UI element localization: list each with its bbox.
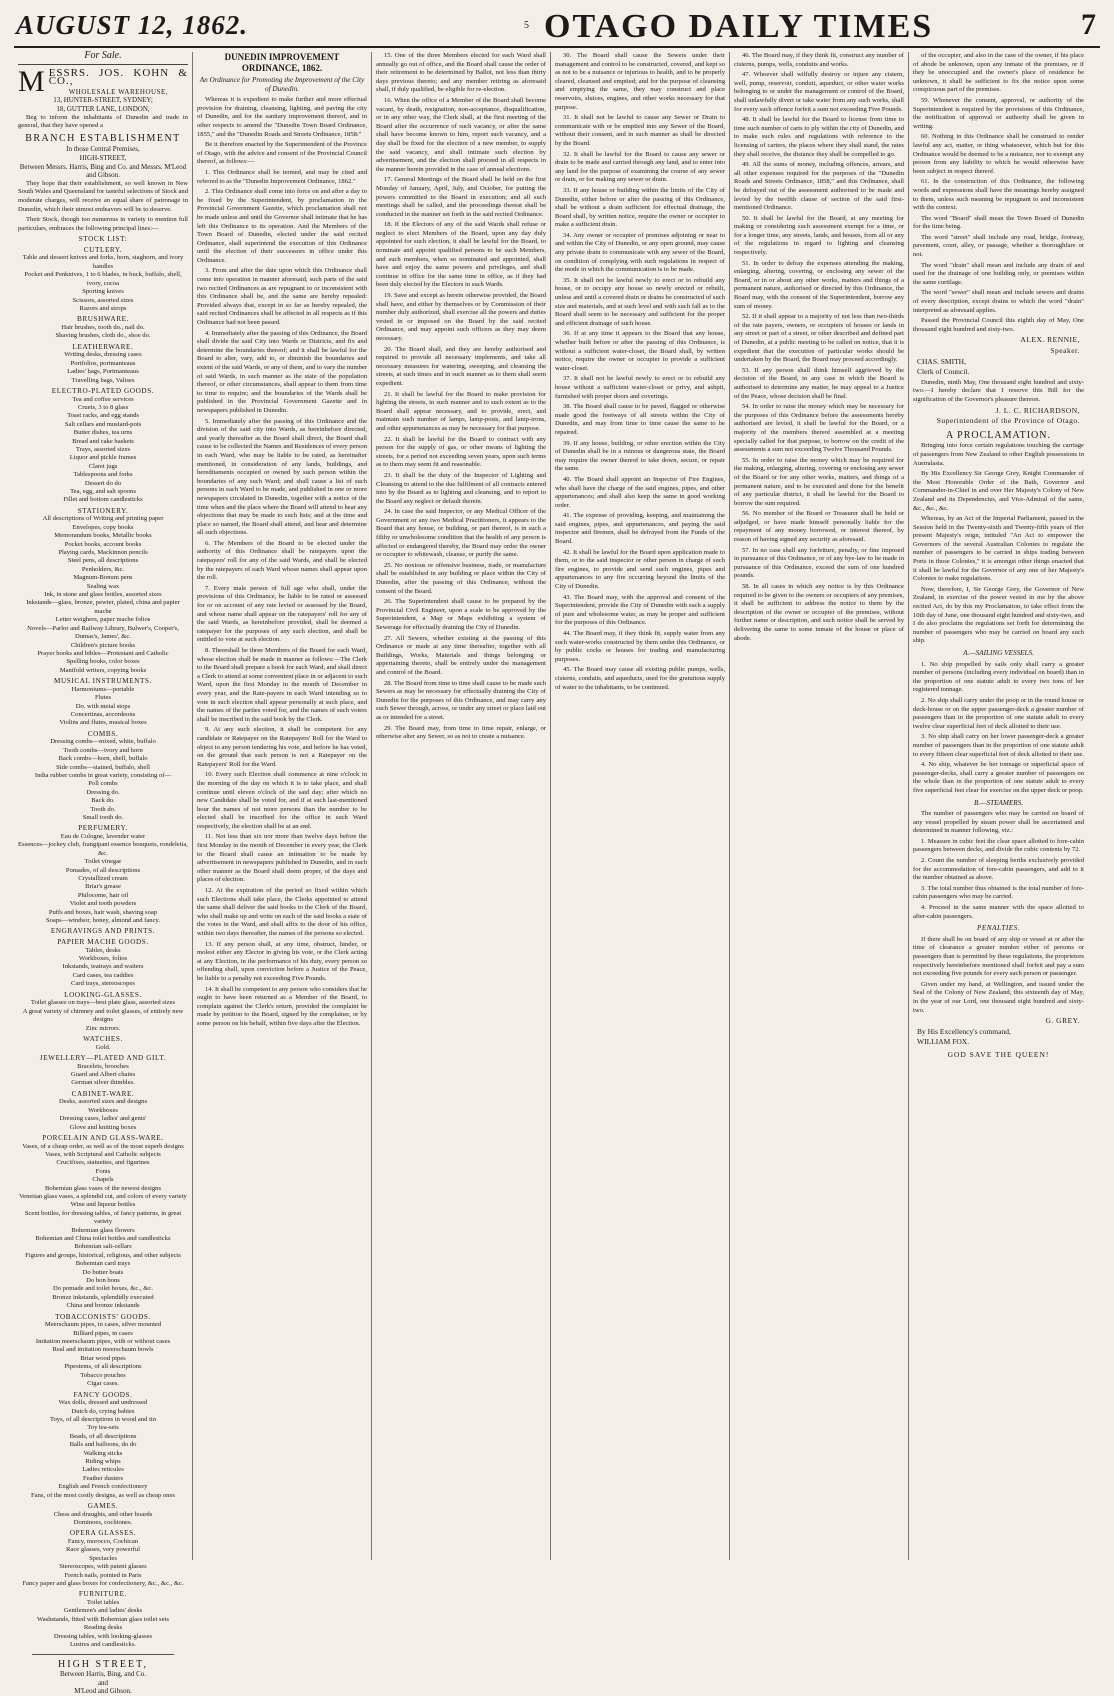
stock-item: Pocket books, account books [64, 540, 142, 548]
stock-item: Dressing do. [86, 788, 120, 796]
stock-item: Gold. [95, 1043, 111, 1051]
ordinance-paragraph: 49. All the sums of money, including offences, arrears, and all other expenses required for the purposes of the "Dunedin Roads and Streets Ordinance, 1858," and this Ordinance, shall be defrayed out of the assessment authorised to be made and levied by the twelfth clause of section of the said first-mentioned Ordinance. [734, 161, 904, 212]
footer-address-4: M'Leod and Gibson. [74, 1687, 132, 1696]
ordinance-paragraph: 54. In order to raise the money which may be necessary for the purposes of this Ordinance before the assessments hereby authorised are levied, it shall be lawful for the Board, or a majority of the members thereof assembled at a meeting specially called for that purpose, to borrow on the credit of the assessments a sum not exceeding Twelve Thousand Pounds. [734, 403, 904, 454]
ordinance-paragraph: 34. Any owner or occupier of premises adjoining or near to and within the City of Dunedin, or any open ground, may cause any private drain to communicate with any sewer of the Board, on condition of complying with such regulations in respect of the mode in which the communication is to be made. [555, 231, 725, 274]
stock-item: Toys, of all descriptions in wood and tin [49, 1415, 157, 1423]
stock-item: Race glasses, very powerful [66, 1546, 140, 1554]
regulation-paragraph: 4. No ship, whatever be her tonnage or superficial space of passenger-decks, shall carry a greater number of passengers on the whole than in the proportion of one statute adult to every five superficial feet clear for exercise on the upper deck or poop. [913, 761, 1084, 794]
ordinance-paragraph: 56. No member of the Board or Treasurer shall be held or adjudged, or have made himself personally liable for the repayment of any money borrowed, or interest thereof, by reason of having signed any security as aforesaid. [734, 510, 904, 544]
stock-item: Soaps—windsor, honey, almond and fancy. [45, 917, 161, 925]
stock-item: Briar wood pipes [80, 1354, 126, 1362]
sailing-vessels-rules [913, 661, 1084, 796]
stock-item: Sporting knives [82, 288, 124, 296]
ordinance-paragraph: 10. Every such Election shall commence at nine o'clock in the morning of the day on which it is to take place, and shall continue until eleven o'clock of the said day; after which no new Candidate shall be voted for, and if at such last-mentioned hour the names of not more persons than the number to be elected shall be inscribed for the office in such Ward respectively, the election shall be at an end. [197, 771, 367, 830]
ordinance-paragraph: 55. In order to raise the money which may be required for the making, enlarging, altering, covering or enclosing any sewer of the Board or for any other works, matters, and things of a permanent nature, and to be executed and done for the benefit of any particular district, it shall be lawful for the Board to borrow the sum required. [734, 456, 904, 507]
page-number: 7 [1081, 8, 1096, 41]
stock-item: Wine and liqueur bottles [70, 1201, 136, 1209]
stock-category-heading: ELECTRO-PLATED GOODS. [51, 386, 155, 395]
stock-item: Hair brushes, tooth do., nail do. [61, 323, 145, 331]
stock-item: English and French confectionery [58, 1483, 148, 1491]
stock-item: Chapels [92, 1176, 114, 1184]
column-ordinance [193, 52, 372, 1560]
regulation-paragraph: 1. Measure in cubic feet the clear space allotted to fore-cabin passengers between decks, and divide the cubic contents by 72. [913, 837, 1084, 854]
proclamation-paragraph: By His Excellency Sir George Grey, Knight Commander of the Most Honorable Order of the Bath, Governor and Commander-in-Chief in and over Her Majesty's Colony of New Zealand and its Dependencies, and Vice-Admiral of the same, &c., &c., &c. [913, 470, 1084, 512]
stock-item: Back do. [91, 797, 115, 805]
ordinance-paragraph: 29. The Board may, from time to time repair, enlarge, or otherwise alter any Sewer, so as not to create a nuisance. [376, 724, 546, 741]
stock-item: Beads, of all descriptions [69, 1432, 137, 1440]
stock-item: Pomades, of all descriptions [65, 866, 141, 874]
stock-item: Balls and balloons, do do [69, 1441, 137, 1449]
stock-item: Riding whips [85, 1457, 121, 1465]
ordinance-paragraph: 25. No noxious or offensive business, trade, or manufacture shall be established in any building or place within the City of Dunedin, after the passing of this Ordinance, without the consent of the Board. [376, 561, 546, 595]
ordinance-paragraph: 48. It shall be lawful for the Board to license from time to time such number of carts to ply within the city of Dunedin, and to make such rules and regulations with reference to the licensing of carters, the places where they shall stand, the rates they shall receive, the distance they shall be compelled to go. [734, 116, 904, 158]
stock-item: Workboxes [88, 1106, 118, 1114]
stock-item: Real and imitation meerschaum bowls [52, 1346, 154, 1354]
stock-item: Side combs—stained, buffalo, shell [56, 763, 150, 771]
stock-item: Reading desks [83, 1624, 123, 1632]
stock-item: Glove and knitting boxes [69, 1123, 137, 1131]
ordinance-paragraph: 61. In the construction of this Ordinance, the following words and expressions shall have the meanings hereby assigned to them, unless such meaning be repugnant to and inconsistent with the context. [913, 178, 1084, 212]
ordinance-paragraph: 3. From and after the date upon which this Ordinance shall come into operation in manner aforesaid, such parts of the said two recited Ordinances as are repugnant to or inconsistent with this Ordinance shall be, and the same are hereby repealed: Provided always that, except in so far as hereby repealed, the said recited Ordinances shall be affected in all respects as if this Ordinance had not been passed. [197, 267, 367, 327]
regulation-paragraph: 4. Proceed in the same manner with the space allotted to after-cabin passengers. [913, 904, 1084, 920]
penalties-text: If there shall be on board of any ship or vessel at or after the time of clearance a greater number either of persons or passengers than is permitted by these regulations, the proprietors respectively hereinbefore mentioned shall forfeit and pay a sum not exceeding five pounds for every such person or passenger. [913, 935, 1084, 978]
superintendent-title: Superintendent of the Province of Otago. [936, 416, 1080, 426]
stock-category-heading: GAMES. [87, 1501, 119, 1510]
stock-item: Walking sticks [83, 1449, 123, 1457]
address-line-2: 18, GUTTER LANE, LONDON, [56, 104, 150, 113]
proclamation-paragraph: Whereas, by an Act of the Imperial Parliament, passed in the Session held in the Twenty-sixth and Twenty-fifth years of Her present Majesty's reign, intituled "An Act to empower the Governors of the several Australian Colonies to regulate the number of passengers to be carried in ships trading between Ports in those Colonies," it is amongst other things enacted that it shall be lawful for the Governor of any one of her Majesty's Colonies to make regulations. [913, 515, 1084, 583]
stock-item: Vases, with Scriptural and Catholic subjects [45, 1150, 161, 1158]
stock-item: Fancy, morocco, Cochican [67, 1537, 139, 1545]
ordinance-paragraph: 27. All Sewers, whether existing at the passing of this Ordinance or made at any time thereafter, together with all Buildings, Works, Materials and things belonging or appertaining thereto, shall be entirely under the management and control of the Board. [376, 634, 546, 676]
ordinance-paragraph: 59. Whenever the consent, approval, or authority of the Superintendent is required by the provisions of this Ordinance, the notification of approval or authority shall be given in writing. [913, 96, 1084, 130]
stock-item: Zinc mirrors. [85, 1024, 121, 1032]
stock-item: Violins and flutes, musical boxes [59, 719, 147, 727]
stock-category-heading: PORCELAIN AND GLASS-WARE. [42, 1133, 164, 1142]
ordinance-paragraph: The word "drain" shall mean and include any drain of and used for the drainage of one building only, or premises within the same curtilage. [913, 261, 1084, 286]
stock-item: Philocome, hair oil [77, 891, 129, 899]
ordinance-paragraph: 13. If any person shall, at any time, obstruct, hinder, or molest either any Elector in giving his vote, or the Clerk acting at any Election, in the performance of his duty, every person so offending shall, upon conviction before a Justice of the Peace, be liable to a penalty not exceeding Five Pounds. [197, 940, 367, 982]
clerk-signature: CHAS. SMITH, [917, 356, 966, 366]
ordinance-paragraph: 50. It shall be lawful for the Board, at any meeting for making or considering such assessment exempt for a time, or for a longer time, any streets, lands, and houses, from all or any of the regulations in regard to lighting and cleansing respectively. [734, 214, 904, 257]
stock-item: French nails, pointed in Paris [64, 1571, 142, 1579]
ordinance-paragraph: 31. It shall not be lawful to cause any Sewer or Drain to communicate with or be emptied into any Sewer of the Board, without their consent, and in such manner as shall be directed by the Board. [555, 114, 725, 147]
stock-item: Spectacles [89, 1554, 117, 1562]
stock-item: Lustres and candlesticks. [69, 1641, 137, 1649]
regulation-paragraph: 2. Count the number of sleeping berths exclusively provided for the accommodation of fore-cabin passengers, and add to it the number obtained as above. [913, 857, 1084, 882]
stock-list [18, 246, 188, 1650]
stock-item: Scissors, assorted sizes [72, 296, 134, 304]
stock-item: Figures and groups, historical, religious, and other subjects [25, 1251, 181, 1259]
ordinance-paragraph: The word "Board" shall mean the Town Board of Dunedin for the time being. [913, 214, 1084, 231]
stock-category-heading: TOBACCONISTS' GOODS. [55, 1312, 151, 1321]
given-text: Given under my hand, at Wellington, and issued under the Seal of the Colony of New Zealand, this sixteenth day of May, in the year of our Lord, one thousand eight hundred and sixty-two. [913, 980, 1084, 1014]
stock-item: Flutes [94, 694, 112, 702]
firm-subtitle: WHOLESALE WAREHOUSE, [68, 87, 168, 96]
stock-item: Dressing tables, with looking-glasses [53, 1632, 153, 1640]
ordinance-paragraph: 40. The Board shall appoint an Inspector of Fire Engines, who shall have the charge of the said engines, pipes, and other appurtenances; and shall also keep the same in good working order. [555, 475, 725, 509]
page-marker: 5 [524, 20, 529, 31]
steamers-rules [913, 810, 1084, 921]
stock-category-heading: WATCHES. [83, 1034, 123, 1043]
ordinance-paragraph: 23. It shall be the duty of the Inspector of Lighting and Cleansing to attend to the due fulfilment of all contracts entered into by the Board as to lighting and cleansing, and to report to the Board any neglect or default therein. [376, 471, 546, 505]
stock-item: Sealing wax [86, 582, 120, 590]
command-name: WILLIAM FOX. [917, 1037, 970, 1047]
ordinance-paragraph: 2. This Ordinance shall come into force on and after a day to be fixed by the Superintendent, by proclamation in the Provincial Government Gazette, which proclamation shall not be made unless and until the Governor shall intimate that he has left this Ordinance to its operation. And the Members of the Town Board of Dunedin, elected under the said recited Ordinance, shall superintend the execution of this Ordinance until the election of their successors in office under this Ordinance. [197, 188, 367, 264]
stock-item: Pipestems, of all descriptions [64, 1363, 142, 1371]
stock-category-heading: LOOKING-GLASSES. [64, 990, 142, 999]
columns [14, 50, 1100, 1696]
stock-item: Fans, of the most costly designs, as well as cheap ones [31, 1491, 175, 1499]
regulation-paragraph: 1. No ship propelled by sails only shall carry a greater number of persons (including every individual on board) than in the proportion of one statute adult to every two tons of her registered tonnage. [913, 660, 1084, 694]
stock-item: Vases, of a cheap order, as well as of the most superb designs [22, 1142, 184, 1150]
stock-item: Violet and tooth powders [69, 900, 137, 908]
ordinance-paragraph: 60. Nothing in this Ordinance shall be construed to render lawful any act, matter, or thing whatsoever, which but for this Ordinance would be deemed to be a nuisance, nor to exempt any person from any liability to which he would otherwise have been subject in respect thereof. [913, 133, 1084, 175]
stock-category-heading: JEWELLERY—PLATED AND GILT. [39, 1053, 167, 1062]
ordinance-paragraph: 57. In no case shall any forfeiture, penalty, or fine imposed in pursuance of this Ordinance, or of any bye-law to be made in pursuance of this Ordinance, exceed the sum of one hundred pounds. [734, 546, 904, 580]
stock-category-heading: PERFUMERY. [78, 824, 128, 833]
stock-category-heading: FURNITURE. [78, 1590, 128, 1599]
ordinance-paragraph: 20. The Board shall, and they are hereby authorised and required to provide all necessary implements, and take all necessary measures for watering, sweeping, and cleansing the streets, at such times and in such manner as to them shall seem expedient. [376, 345, 546, 387]
stock-item: Feather dusters [82, 1474, 124, 1482]
stock-item: Imitation meerschaum pipes, with or without cases [35, 1338, 171, 1346]
stock-item: Toast racks, and egg stands [67, 412, 139, 420]
proclamation-body [913, 442, 1084, 646]
stock-item: Claret jugs [88, 462, 118, 470]
ordinance-paragraph: The word "sewer" shall mean and include sewers and drains of every description, except drains to which the word "drain" interpreted as aforesaid applies. [913, 289, 1084, 314]
stock-item: Razors and strops [79, 304, 127, 312]
command-line: By His Excellency's command, [917, 1026, 1011, 1036]
stock-item: Ladies' bags, Portmanteaus [67, 368, 139, 376]
stock-item: Guard and Albert chains [70, 1070, 136, 1078]
stock-item: Trays, assorted sizes [75, 445, 131, 453]
regulation-paragraph: 2. No ship shall carry under the poop or in the round house or deck-house or on the upper passenger-deck a greater number of passengers than in the proportion of one statute adult to every twelve clear superficial feet of deck allotted to their use. [913, 696, 1084, 730]
stock-item: Dominoes, cochiones. [73, 1518, 133, 1526]
stock-item: Bohemian salt-cellars [74, 1243, 132, 1251]
ordinance-body-cont-1 [376, 52, 546, 742]
stock-category-heading: STATIONERY. [77, 506, 129, 515]
stock-item: Venetian glass vases, a splendid cut, and colors of every variety [19, 1192, 187, 1200]
stock-item: Spelling books, color boxes [66, 658, 140, 666]
stock-item: Gentlemen's and ladies' desks [63, 1607, 143, 1615]
stock-item: Do bon bons [86, 1277, 120, 1285]
stock-item: Briar's grease [85, 883, 121, 891]
speaker-title: Speaker. [1050, 346, 1080, 355]
section-steamers: B.—STEAMERS. [973, 798, 1024, 807]
stock-item: Tobacco pouches [80, 1371, 126, 1379]
ordinance-paragraph: 37. It shall not be lawful newly to erect or to rebuild any house without a sufficient water-closet or privy, and ashpit, furnished with proper doors and coverings. [555, 375, 725, 400]
stock-item: Billiard pipes, in cases [73, 1329, 133, 1337]
ordinance-paragraph: 21. It shall be lawful for the Board to make provision for lighting the streets, in such manner and to such extent as to the Board shall appear necessary, and to provide, erect, and maintain such number of lamps, lamp-posts, and lamp-irons, and other appurtenances as may be necessary for that purpose. [376, 390, 546, 432]
ordinance-paragraph: 9. At any such election, it shall be competent for any candidate or Ratepayer on the Ratepayers' Roll for the Ward to object to any person tendering his vote, and before he has voted, on the ground that such person is not a Ratepayer on the Ratepayers' Roll for the Ward. [197, 726, 367, 768]
stock-item: Bread and cake baskets [72, 437, 134, 445]
ordinance-paragraph: 35. It shall not be lawful newly to erect or to rebuild any house, or to occupy any house so newly erected or rebuilt, unless and until a covered drain or drains be constructed of such size and materials, and at such level and with such fall as to the Board shall seem to be necessary and sufficient for the proper and efficient drainage of such house. [555, 276, 725, 327]
stock-item: Inkstands, teatrays and waiters [62, 963, 144, 971]
closing-line: GOD SAVE THE QUEEN! [947, 1049, 1050, 1059]
ordinance-paragraph: 1. This Ordinance shall be termed, and may be cited and referred to as the "Dunedin Improvement Ordinance, 1862." [197, 168, 367, 185]
stock-item: Writing desks, dressing cases [64, 351, 142, 359]
divider [32, 1654, 174, 1655]
address-line-1: 13, HUNTER-STREET, SYDNEY; [53, 96, 153, 105]
stock-item: Card cases, tea caddies [72, 971, 134, 979]
location-line-1: In those Central Premises, [66, 145, 140, 154]
stock-item: Tables, desks [85, 946, 121, 954]
stock-item: Poll combs [88, 780, 118, 788]
stock-category-heading: LEATHERWARE. [72, 342, 134, 351]
ordinance-paragraph: 22. It shall be lawful for the Board to contract with any person for the supply of gas, or other means of lighting the streets, for a period not exceeding seven years, upon such terms as to them may seem fit and reasonable. [376, 435, 546, 469]
stock-item: Puffs and boxes, hair wash, shaving soap [48, 908, 158, 916]
ad-intro: Beg to inform the inhabitants of Dunedin and trade in general, that they have opened a [18, 113, 188, 130]
ordinance-paragraph: 7. Every male person of full age who shall, under the provisions of this Ordinance, be liable to be rated or assessed for or on account of any rate levied or assessed by the Board, and whose name shall appear on the ratepayers' roll for any of the said Wards, as hereinbefore provided, shall be deemed a ratepayer for the purposes of any such election, and shall be entitled to vote at such election. [197, 584, 367, 644]
stock-item: Do butter boats [82, 1268, 124, 1276]
stock-category-heading: MUSICAL INSTRUMENTS. [54, 677, 152, 686]
ordinance-paragraph: 30. The Board shall cause the Sewers under their management and control to be constructed, covered, and kept so as not to be a nuisance or injurious to health, and to be properly cleared, cleansed and emptied; and for the purpose of cleansing and emptying the same, they may construct and place reservoirs, sluices, engines, and other works necessary for that purpose. [555, 52, 725, 111]
stock-category-heading: CUTLERY. [83, 245, 123, 254]
stock-item: Chess and draughts, and other boards [53, 1510, 153, 1518]
stock-item: Steel pens, all descriptions [67, 557, 139, 565]
stock-item: Essences—jockey club, frangipani essence bouquets, rondeletia, &c. [18, 841, 188, 857]
stock-item: Harmoniums—portable [71, 685, 135, 693]
ordinance-paragraph: 36. If at any time it appears to the Board that any house, whether built before or after the passing of this Ordinance, is without a sufficient water-closet, the Board shall, by written notice, require the owner or occupier to provide a sufficient water-closet. [555, 330, 725, 372]
stock-item: Portfolios, portmanteaus [70, 359, 136, 367]
stock-item: Do. with metal stops [75, 702, 131, 710]
ordinance-paragraph: 47. Whoever shall wilfully destroy or injure any cistern, well, pump, reservoir, conduit, aqueduct, or other water works belonging to or under the management or control of the Board, shall unlawfully divert or take water from any such works, shall for every such offence forfeit a sum not exceeding Five Pounds. [734, 71, 904, 113]
stock-item: Bohemian glass vases of the newest designs [44, 1184, 162, 1192]
issue-date: AUGUST 12, 1862. [16, 10, 249, 40]
stock-item: Workboxes, folios [78, 955, 128, 963]
stock-item: Letter weighers, paper mache folios [55, 616, 151, 624]
stock-item: Prayer books and bibles—Protestant and Catholic [37, 649, 169, 657]
ordinance-paragraph: 53. If any person shall think himself aggrieved by the decision of the Board, in any case in which the Board is authorised to determine any matter, he may appeal to a Justice of the Peace, whose decision shall be final. [734, 366, 904, 400]
stock-item: Meerschaum pipes, in cases, silver mounted [44, 1321, 162, 1329]
ordinance-body [197, 96, 367, 1028]
ordinance-paragraph: 15. One of the three Members elected for each Ward shall annually go out of office, and the Board shall cause the order of their retirement to be determined by Ballot, not less than thirty days previous thereto; and any member retiring as aforesaid shall, if duly qualified, be eligible for re-election. [376, 52, 546, 94]
stock-item: All descriptions of Writing and printing paper [42, 515, 164, 523]
stock-item: Memorandum books, Metallic books [54, 532, 152, 540]
column-ordinance-cont-3 [730, 52, 909, 1560]
clerk-title: Clerk of Council. [917, 367, 970, 377]
column-ordinance-cont-1 [372, 52, 551, 1560]
ordinance-paragraph: 28. The Board from time to time shall cause to be made such Sewers as may be necessary for effectually draining the City of Dunedin for the purposes of this Ordinance, and may carry any such Sewer through, across, or under any street or place laid out as or intended for a street. [376, 679, 546, 721]
footer-address: HIGH STREET, [58, 1659, 148, 1671]
branch-heading: BRANCH ESTABLISHMENT [25, 132, 181, 144]
footer-address-2: Between Harris, Bing, and Co. [59, 1670, 147, 1679]
stock-item: Pocket and Penknives, 1 to 6 blades, in buck, buffalo, shell, ivory, cocoa [24, 271, 182, 287]
ordinance-paragraph: 41. The expense of providing, keeping, and maintaining the said engines, pipes, and appurtenances, and paying the said inspector and firemen, shall be defrayed from the Funds of the Board. [555, 512, 725, 546]
stock-category-heading: ENGRAVINGS AND PRINTS. [50, 927, 156, 936]
ordinance-paragraph: 42. It shall be lawful for the Board upon application made to them, or to the said inspector or other person in charge of such fire engines, to provide and send such engines, pipes and appurtenances to any fire occurring beyond the limits of the City of Dunedin. [555, 548, 725, 591]
section-heading-for-sale: For Sale. [18, 52, 188, 65]
ordinance-paragraph: 11. Not less than six nor more than twelve days before the first Monday in the month of December in every year, the Clerk to the Board shall cause an intimation to be made by advertisement in newspapers published in Dunedin, and in such other manner as the Board shall deem proper, of the days and places of election. [197, 833, 367, 884]
stock-item: Washstands, fitted with Bohemian glass toilet sets [37, 1615, 169, 1623]
ordinance-paragraph: 4. Immediately after the passing of this Ordinance, the Board shall divide the said City into Wards or Districts, and fix and determine the boundaries thereof; and it shall be lawful for the Board to alter, vary, add to, or diminish the boundaries and extent of the said Wards, or any of them, and to vary the number of said Wards, in such manner as the state of the population thereof, or other circumstances, shall appear to them from time to time to require; and the boundaries of the Wards shall be published in the Provincial Government Gazette and in newspapers published in Dunedin. [197, 329, 367, 414]
stock-item: Playing cards, Mackinnon pencils [58, 549, 148, 557]
stock-item: Children's picture books [70, 641, 136, 649]
regulation-paragraph: 3. The total number thus obtained is the total number of fore-cabin passengers who may be carried. [913, 884, 1084, 901]
stock-item: Travelling bags, Valises [71, 376, 135, 384]
ordinance-paragraph: 19. Save and except as herein otherwise provided, the Board shall have, and either by themselves or by Commission of their number duly authorized, shall exercise all the powers and duties vested in or imposed on the Board by the said recited Ordinance, and may appoint such officers as they may deem necessary. [376, 292, 546, 342]
stock-item: Tablespoons and forks [73, 471, 133, 479]
ordinance-subtitle: An Ordinance for Promoting the Improvement of the City of Dunedin. [199, 76, 365, 93]
stock-category-heading: OPERA GLASSES. [69, 1529, 137, 1538]
stock-item: Concertinas, accordeons [70, 710, 136, 718]
penalties-heading: PENALTIES. [977, 924, 1020, 933]
stock-item: Scent bottles, for dressing tables, of fancy patterns, in great variety [24, 1209, 182, 1226]
ordinance-paragraph: 12. At the expiration of the period so fixed within which such Elections shall take place, the Clerks appointed to attend the same shall deliver the said books to the Clerk of the Board, who shall make up and write on each of the said books a state of the votes in the Ward, and shall affix to the door of his office, within two days thereafter, the names of the persons so elected. [197, 887, 367, 937]
stock-item: Desks, assorted sizes and designs [58, 1098, 148, 1106]
ordinance-paragraph: 44. The Board may, if they think fit, supply water from any such water-works constructed by them under this Ordinance, or by public cocks or houses for trading and manufacturing purposes. [555, 630, 725, 663]
stock-item: Manifold writers, copying books [59, 666, 147, 674]
ordinance-paragraph: 33. If any house or building within the limits of the City of Dunedin, either before or after the passing of this Ordinance, shall be without a drain sufficient for effectual drainage, the Board shall, by written notice, require the owner or occupier to make a sufficient drain. [555, 186, 725, 229]
stock-item: Fancy paper and glass boxes for confectionery, &c., &c., &c. [22, 1580, 184, 1587]
firm-name-text: ESSRS. JOS. KOHN & CO., [48, 66, 188, 88]
ordinance-paragraph: of the occupier, and also in the case of the owner, if his place of abode be unknown, upon any inmate of the premises, or if they be unoccupied and the owner's place of residence be unknown, it shall be sufficient to fix the notice upon some conspicuous part of the premises. [913, 52, 1084, 94]
stock-item: Stereoscopes, with patent glasses [59, 1563, 147, 1571]
stock-item: Inkstands—glass, bronze, pewter, plated, china and papier mache [26, 599, 180, 615]
column-ordinance-cont-2 [551, 52, 730, 1560]
stock-item: Dessert do do [84, 479, 122, 487]
stock-item: Magnum-Bonum pens [73, 574, 133, 582]
stock-item: Bohemian glass flowers [71, 1226, 135, 1234]
stock-category-heading: FANCY GOODS. [73, 1390, 133, 1399]
stock-item: Liquor and pickle frames [69, 454, 137, 462]
stock-item: Fillet and bottom candlesticks [63, 496, 143, 504]
proclamation-heading: A PROCLAMATION. [945, 429, 1051, 441]
stock-category-heading: COMBS. [87, 729, 119, 738]
stock-item: Penholders, &c. [81, 565, 125, 573]
stock-item: Bohemian card trays [75, 1260, 131, 1268]
regulation-paragraph: 3. No ship shall carry on her lower passenger-deck a greater number of passengers than in the proportion of one statute adult to every fifteen clear superficial feet of deck allotted to their use. [913, 733, 1084, 758]
stock-category-heading: PAPIER MACHE GOODS. [57, 938, 149, 947]
masthead [14, 6, 1100, 48]
ordinance-paragraph: 17. General Meetings of the Board shall be held on the first Monday of January, April, July, and October, for putting the powers committed to the Board in execution; and all such meetings shall be called, and the proceedings thereat shall be conducted in the manner set forth in the said recited Ordinance. [376, 176, 546, 218]
superintendent-signature: J. L. C. RICHARDSON, [995, 405, 1080, 415]
proclamation-paragraph: Bringing into force certain regulations touching the carriage of passengers from New Zealand to other English possessions in Australasia. [913, 442, 1084, 467]
stock-item: Fonts [95, 1167, 111, 1175]
stock-item: Small tooth do. [82, 814, 124, 821]
stock-item: German silver thimbles. [71, 1079, 135, 1087]
ad-body-2: Their Stock, though too numerous in variety to mention full particulars, embraces the following principal lines:— [18, 216, 188, 232]
stock-item: India rubber combs in great variety, consisting of— [34, 771, 172, 779]
newspaper-page [14, 6, 1100, 1696]
stock-category-heading: CABINET-WARE. [71, 1089, 135, 1098]
location-line-3: Between Messrs. Harris, Bing and Co. and Messrs. M'Leod and Gibson. [19, 162, 187, 180]
ad-body: They hope that their establishment, so well known in New South Wales and Queensland for tasteful selections of Stock and moderate charges, will receive an equal share of patronage in Dunedin, which their utmost endeavors will be to deserve. [18, 179, 188, 213]
ordinance-paragraph: The word "street" shall include any road, bridge, footway, pavement, court, alley, or passage, whether a thoroughfare or not. [913, 233, 1084, 259]
regulation-paragraph: The number of passengers who may be carried on board of any vessel propelled by steam power shall be ascertained and determined in manner following, viz.: [913, 810, 1084, 835]
ordinance-paragraph: 58. In all cases in which any notice is by this Ordinance required to be given to the owners or occupiers of any premises, it shall be sufficient to address the notice to them by the description of the owner or occupier of the premises, without further name or description, and such notice shall be served by delivering the same to some inmate of the house or place of abode. [734, 583, 904, 642]
column-proclamation [909, 52, 1088, 1560]
stock-item: Crystallized cream [78, 875, 128, 883]
proclamation-paragraph: Now, therefore, I, Sir George Grey, the Governor of New Zealand, in exercise of the power vested in me by the above recited Act, do by this my Proclamation, to take effect from the 10th day of June, one thousand eight hundred and sixty-two, and I do also proclaim the regulations set forth for determining the number of passengers who may be carried on board any such ship. [913, 585, 1084, 645]
stock-item: Card trays, stereoscopes [71, 980, 135, 988]
stock-list-heading: STOCK LIST: [78, 235, 128, 244]
governor-signature: G. GREY. [1045, 1016, 1080, 1026]
stock-item: Cigar cases. [87, 1380, 119, 1388]
ordinance-paragraph: 18. If the Electors of any of the said Wards shall refuse or neglect to elect Members of the Board, upon any day duly appointed for such election, it shall be lawful for the Board, to nominate and appoint qualified persons to be such Members, and such members, when so nominated and appointed, shall have and enjoy the same powers and privileges, and shall continue in office for the same time in office, as if they had been duly elected by the Electors in such Wards. [376, 221, 546, 289]
stock-item: Tooth do. [90, 805, 116, 813]
stock-item: Crucifixes, statuettes, and figurines [56, 1159, 150, 1167]
stock-item: Salt cellars and mustard-pots [64, 420, 142, 428]
ordinance-paragraph: 32. It shall be lawful for the Board to cause any sewer or drain to be made and carried through any land, and to enter into any land for the purpose of examining the course of any sewer or drain, or for making any sewer or drain. [555, 150, 725, 184]
ordinance-paragraph: Whereas it is expedient to make further and more effectual provision for draining, cleansing, lighting, and paving the city of Dunedin, and for the sanitary improvement thereof, and in other respects to amend the "Dunedin Town Board Ordinance, 1855," and the "Dunedin Roads and Streets Ordinance, 1858:" [197, 96, 367, 138]
speaker-signature: ALEX. RENNIE, [1020, 335, 1080, 345]
stock-item: Shaving brushes, cloth do., shoe do. [55, 332, 151, 340]
stock-item: Do pomade and toilet boxes, &c., &c. [53, 1285, 153, 1293]
stock-item: Bronze inkstands, splendidly executed [52, 1293, 154, 1301]
stock-item: Butter dishes, tea urns [73, 429, 133, 437]
stock-item: Dressing combs—mixed, white, buffalo [50, 738, 156, 746]
newspaper-title: OTAGO DAILY TIMES [544, 8, 934, 45]
stock-item: Back combs—horn, shell, buffalo [58, 755, 148, 763]
ordinance-paragraph: 39. If any house, building, or other erection within the City of Dunedin shall be in a ruinous or dangerous state, the Board may require the owner thereof to take down, secure, or repair the same. [555, 439, 725, 473]
ordinance-paragraph: 14. It shall be competent to any person who considers that he ought to have been returned as a Member of the Board, to complain against the Clerk's return, provided the complaint be made by petition to the Board, signed by the complainer, or by some person on his behalf, within five days after the Election. [197, 985, 367, 1027]
ordinance-paragraph: 45. The Board may cause all existing public pumps, wells, cisterns, conduits, and aqueducts, used for the gratuitous supply of water to the inhabitants, to be continued. [555, 666, 725, 691]
ordinance-paragraph: 8. Thereshall be three Members of the Board for each Ward, whose election shall be made in manner as follows:—The Clerk to the Board shall prepare a book for each Ward, and shall direct a Clerk to attend at some convenient place in or adjacent to such Ward, upon the first Monday in the month of December in every year, and the Rate-payers in each Ward intending so to vote in such election shall appear personally at such place, and the names of the parties voted for, and the names of such voters shall be inscribed in the said book by the Clerk. [197, 647, 367, 723]
stock-item: Novels—Parlor and Railway Library, Bulwer's, Cooper's, Dumas's, James', &c. [27, 624, 179, 641]
ordinance-paragraph: 52. If it shall appear to a majority of not less than two-thirds of the rate payers, owners, or occupiers of houses or lands in any street or part of a street, or other described and defined part of Dunedin, at a public meeting to be called on notice, that it is expedient that the execution of particular works should be undertaken by the Board, the Board may proceed accordingly. [734, 313, 904, 364]
stock-item: Wax dolls, dressed and undressed [58, 1399, 148, 1407]
column-advertisement [14, 50, 193, 1696]
stock-item: Bracelets, brooches [77, 1062, 129, 1070]
stock-item: Toilet glasses on trays—best plate glass, assorted sizes [30, 999, 176, 1007]
stock-item: Toy tea-sets [87, 1424, 119, 1432]
stock-item: A great variety of chimney and toilet glasses, of entirely new designs [22, 1007, 184, 1024]
ordinance-paragraph: 16. When the office of a Member of the Board shall become vacant, by death, resignation, non-acceptance, disqualification, or in any other way, the Clerk shall, at the first meeting of the Board after the occurrence of such vacancy, or after the same shall have become known to him, report such vacancy, and a day shall be fixed for the election of a new member, to supply the said vacancy, and shall intimate such election by advertisement, and the election shall proceed in all respects in the manner herein provided in the case of annual elections. [376, 96, 546, 173]
footer-address-3: and [97, 1678, 109, 1687]
stock-item: Dutch do, crying babies [71, 1407, 135, 1415]
ordinance-paragraph: Be it therefore enacted by the Superintendent of the Province of Otago, with the advice and consent of the Provincial Council thereof, as follows:— [197, 141, 367, 166]
stock-item: Ink, in stone and glass bottles, assorted sizes [44, 591, 162, 599]
ordinance-paragraph: 5. Immediately after the passing of this Ordinance and the division of the said city into Wards, as hereinbefore directed, and yearly thereafter as the Board shall direct, the Board shall cause to be collected the Names and Residences of every person in each Ward, who may be liable to be rated, as hereinafter mentioned, in consideration of any lands, buildings, and hereditaments occupied or owned by such person within the boundaries of any such Ward; and shall cause a list of such persons in each Ward to be made, and published in one or more newspapers circulated in Dunedin, together with a notice of the time when and the place where the Board will attend to hear any objections that may be made to such lists; and at the time and place so named, the Board shall attend, and hear and determine all such objections. [197, 417, 367, 537]
stock-item: Toilet vinegar [84, 858, 122, 866]
stock-item: Cruets, 3 to 8 glass [77, 403, 129, 411]
drop-cap: M [18, 64, 46, 98]
section-sailing-vessels: A.—SAILING VESSELS. [963, 649, 1034, 657]
ordinance-paragraph: Passed the Provincial Council this eighth day of May, One thousand eight hundred and sixty-two. [913, 317, 1084, 333]
ordinance-paragraph: 38. The Board shall cause to be paved, flagged or otherwise made good the footways of all streets within the City of Dunedin, and may from time to time cause the same to be repaired. [555, 403, 725, 436]
stock-category-heading: BRUSHWARE. [76, 315, 130, 324]
stock-item: Tea and coffee services [72, 395, 134, 403]
ordinance-title: DUNEDIN IMPROVEMENT ORDINANCE, 1862. [224, 52, 340, 73]
stock-item: Table and dessert knives and forks, horn, staghorn, and ivory handles [22, 254, 184, 270]
ordinance-paragraph: 6. The Members of the Board to be elected under the authority of this Ordinance shall be ratepayers upon the ratepayers' roll for any of the said Wards, and shall be elected by the ratepayers of each Ward whose names shall appear upon the roll. [197, 539, 367, 582]
ordinance-conclusion [913, 52, 1084, 334]
stock-item: Envelopes, copy books [72, 523, 134, 531]
ordinance-body-cont-3 [734, 52, 904, 643]
stock-item: Ladies reticules [82, 1466, 124, 1474]
stock-item: Eau de Cologne, lavender water [60, 833, 146, 840]
ordinance-body-cont-2 [555, 52, 725, 692]
ordinance-paragraph: 26. The Superintendent shall cause to be prepared by the Provincial Civil Engineer, upon a scale to be approved by the Superintendent, a Map or Maps exhibiting a system of Sewerage for effectually draining the City of Dunedin. [376, 598, 546, 631]
location-line-2: HIGH-STREET, [79, 153, 127, 162]
stock-item: Dressing cases, ladies' and gents' [59, 1115, 147, 1123]
stock-item: Bohemian and China toilet bottles and candlesticks [35, 1235, 171, 1242]
stock-item: Tooth combs—ivory and horn [63, 746, 143, 754]
stock-item: Tea, egg, and salt spoons [70, 488, 136, 495]
stock-item: China and bronze inkstands [66, 1302, 140, 1310]
stock-item: Toilet tables [86, 1599, 120, 1606]
ordinance-paragraph: 51. In order to defray the expenses attending the making, enlarging, altering, covering, or enclosing any sewer of the Board, or in or about any other works, matters and things of a permanent nature, authorised or directed by this Ordinance, the Board may, with the consent of the Superintendent, borrow any sum of money. [734, 259, 904, 310]
assent-note: Dunedin, ninth May, One thousand eight hundred and sixty-two.—I hereby declare that I reserve this Bill for the signification of the Governor's pleasure thereon. [913, 378, 1084, 403]
ordinance-paragraph: 24. In case the said Inspector, or any Medical Officer of the Government or any two Medical Practitioners, it appears to the Board that any house, or building, or part thereof, is in such a filthy or unwholesome condition that the health of any person is affected or endangered thereby, the Board may order the owner or occupier to whitewash, cleanse, or purify the same. [376, 508, 546, 559]
ordinance-paragraph: 46. The Board may, if they think fit, construct any number of cisterns, pumps, wells, conduits and works. [734, 52, 904, 68]
ordinance-paragraph: 43. The Board may, with the approval and consent of the Superintendent, provide the City of Dunedin with such a supply of pure and wholesome water, as may be proper and sufficient for the purposes of this Ordinance. [555, 593, 725, 627]
